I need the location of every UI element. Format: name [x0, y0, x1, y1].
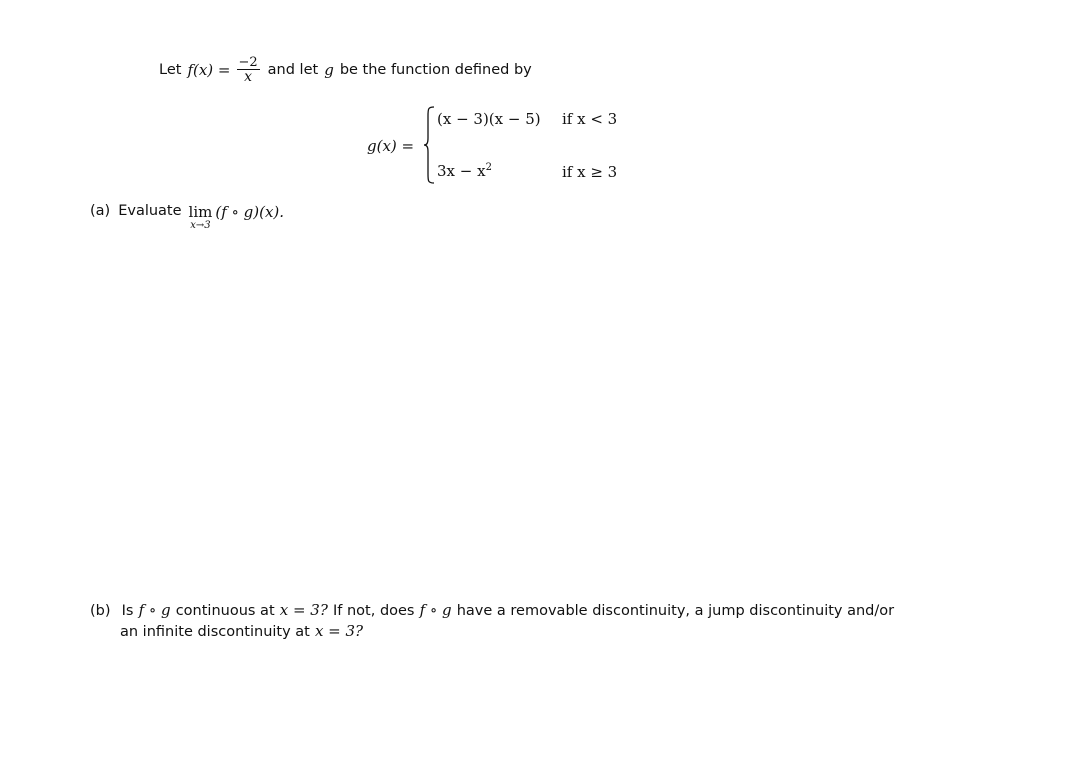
intro-and-let: and let	[267, 62, 319, 78]
intro-defined-by: be the function defined by	[339, 62, 532, 78]
case2-condition: if x ≥ 3	[562, 163, 618, 181]
composition-expression: (f ∘ g)(x).	[215, 203, 285, 221]
part-b-line2-text: an infinite discontinuity at	[120, 624, 310, 640]
case2-expression	[437, 162, 492, 180]
intro-line	[159, 50, 532, 90]
f-denominator: x	[244, 68, 253, 85]
part-b-label: (b)	[90, 603, 111, 619]
case1-expression: (x − 3)(x − 5)	[437, 110, 541, 128]
limit-subscript: x→3	[190, 220, 211, 231]
part-b-line2	[120, 621, 363, 640]
f-numerator: −2	[238, 54, 258, 70]
part-b-continuous: continuous at	[175, 603, 275, 619]
limit-word: lim	[188, 203, 213, 221]
part-b-if-not: If not, does	[332, 603, 415, 619]
f-definition-lhs: f(x) =	[187, 61, 231, 79]
part-b-x-eq-3: x = 3?	[279, 601, 328, 619]
part-b-fog-2: f ∘ g	[419, 601, 452, 619]
case2-expression-base: 3x − x	[437, 162, 486, 180]
part-a-text: Evaluate	[118, 203, 182, 219]
part-b-is: Is	[121, 603, 134, 619]
piecewise-brace	[423, 106, 435, 184]
g-definition-lhs: g(x) =	[367, 137, 415, 155]
part-b-x-eq-3-end: x = 3?	[314, 622, 364, 640]
limit-operator	[189, 203, 213, 231]
intro-let: Let	[159, 62, 182, 78]
part-a	[90, 203, 284, 231]
part-b-line1-rest: have a removable discontinuity, a jump discontinuity and/or	[456, 603, 895, 619]
intro-g: g	[324, 61, 334, 79]
part-a-label: (a)	[90, 203, 111, 219]
case1-condition: if x < 3	[562, 110, 618, 128]
f-fraction	[237, 56, 260, 85]
part-b-fog-1: f ∘ g	[138, 601, 171, 619]
case2-exponent: 2	[485, 162, 492, 173]
part-b-line1	[90, 600, 894, 619]
